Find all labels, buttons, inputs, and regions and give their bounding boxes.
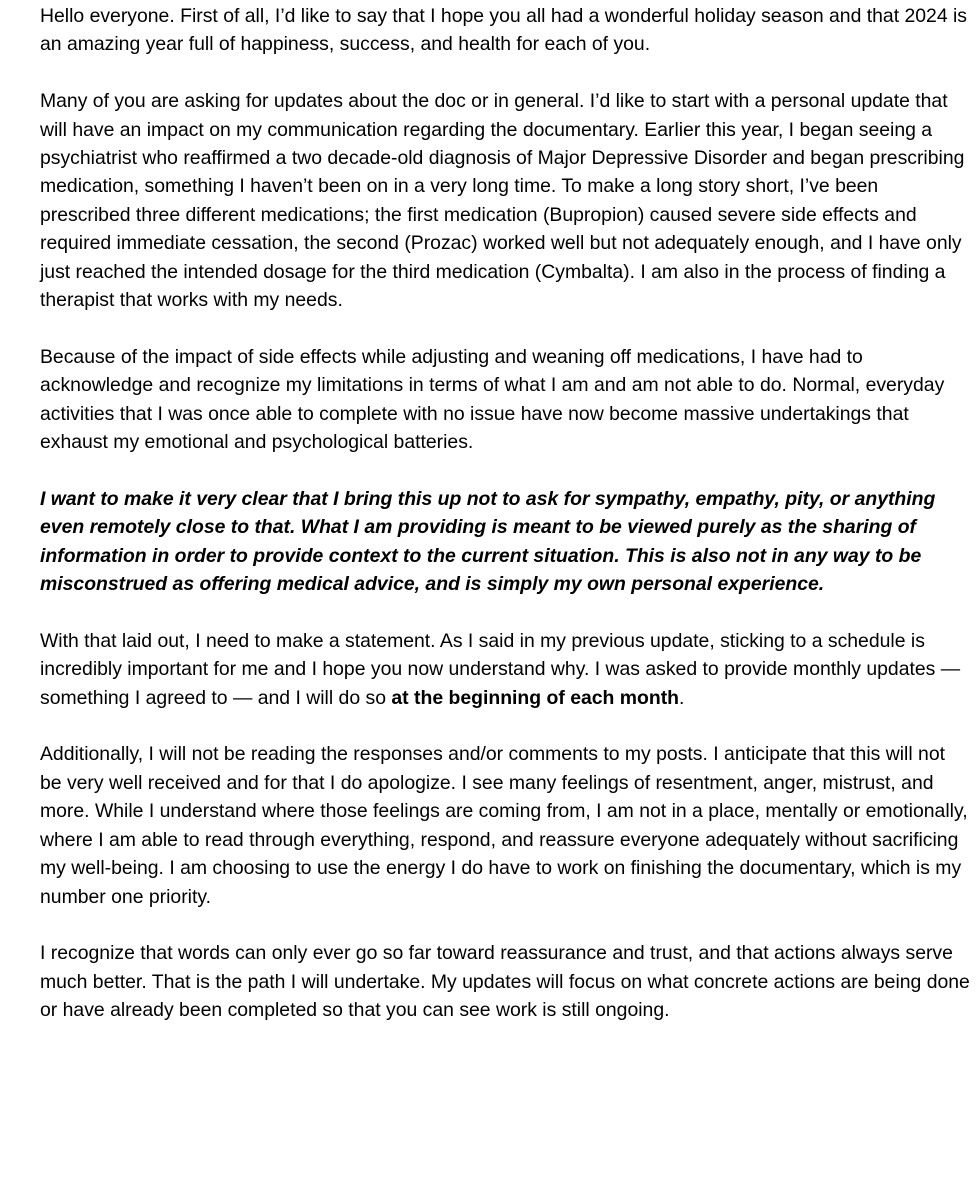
paragraph-personal-update: Many of you are asking for updates about the doc or in general. I’d like to start with a personal update that will have an impact on my communication regarding the documentary. Earlier this year, I began seeing a psychiatrist who reaffirmed a two decade-old diagnosis of Major Depressive Disorder and began prescribing medication, something I haven’t been on in a very long time. To make a long story short, I’ve been prescribed three different medications; the first medication (Bupropion) caused severe side effects and required immediate cessation, the second (Prozac) worked well but not adequately enough, and I have only just reached the intended dosage for the third medication (Cymbalta). I am also in the process of finding a therapist that works with my needs. [40, 90, 965, 312]
paragraph-schedule-statement [40, 627, 970, 712]
schedule-text: With that laid out, I need to make a statement. As I said in my previous update, sticking to a schedule is incredibly important for me and I hope you now understand why. I was asked to provide monthly updates — something I agreed to — and I will do so [40, 629, 961, 709]
schedule-end: . [679, 686, 685, 709]
schedule-emphasis: at the beginning of each month [391, 686, 680, 709]
paragraph-comments: Additionally, I will not be reading the responses and/or comments to my posts. I anticipate that this will not be very well received and for that I do apologize. I see many feelings of resentment, anger, mistrust, and more. While I understand where those feelings are coming from, I am not in a place, mentally or emotionally, where I am able to read through everything, respond, and reassure everyone adequately without sacrificing my well-being. I am choosing to use the energy I do have to work on finishing the documentary, which is my number one priority. [40, 743, 968, 908]
paragraph-greeting: Hello everyone. First of all, I’d like to say that I hope you all had a wonderful holiday season and that 2024 is an amazing year full of happiness, success, and health for each of you. [40, 5, 967, 56]
paragraph-limitations: Because of the impact of side effects while adjusting and weaning off medications, I have had to acknowledge and recognize my limitations in terms of what I am and am not able to do. Normal, everyday activities that I was once able to complete with no issue have now become massive undertakings that exhaust my emotional and psychological batteries. [40, 345, 945, 454]
paragraph-disclaimer: I want to make it very clear that I bring this up not to ask for sympathy, empathy, pity, or anything even remotely close to that. What I am providing is meant to be viewed purely as the sharing of information in order to provide context to the current situation. This is also not in any way to be misconstrued as offering medical advice, and is simply my own personal experience. [40, 487, 936, 596]
document-body [40, 2, 970, 1053]
paragraph-actions: I recognize that words can only ever go so far toward reassurance and trust, and that actions always serve much better. That is the path I will undertake. My updates will focus on what concrete actions are being done or have already been completed so that you can see work is still ongoing. [40, 942, 970, 1022]
